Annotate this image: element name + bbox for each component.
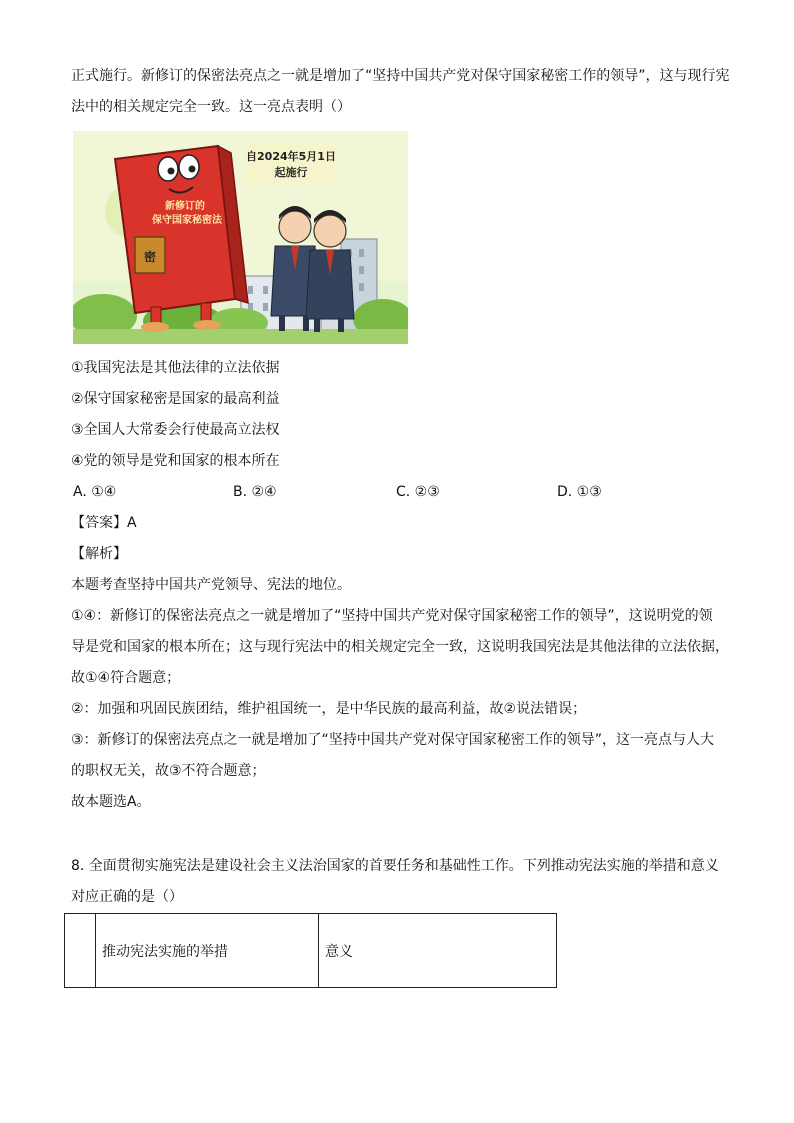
table-header-significance: 意义 — [319, 914, 557, 988]
small-book-char: 密 — [143, 250, 157, 264]
analysis-line-6: ③：新修订的保密法亮点之一就是增加了“坚持中国共产党对保守国家秘密工作的领导”，这一亮点与人大 — [71, 732, 715, 748]
book-title-2: 保守国家秘密法 — [152, 215, 222, 226]
book-title-1: 新修订的 — [165, 201, 205, 212]
table-header-measures: 推动宪法实施的举措 — [96, 914, 319, 988]
analysis-line-1: 本题考查坚持中国共产党领导、宪法的地位。 — [71, 577, 351, 593]
banner-effective: 起施行 — [274, 166, 308, 179]
q8-line-2: 对应正确的是（） — [71, 889, 183, 905]
table-row — [65, 914, 557, 988]
statement-4: ④党的领导是党和国家的根本所在 — [71, 453, 280, 469]
analysis-line-7: 的职权无关，故③不符合题意； — [71, 763, 266, 779]
banner-date: 自2024年5月1日 — [246, 150, 336, 163]
analysis-line-8: 故本题选A。 — [71, 794, 151, 810]
analysis-line-3: 导是党和国家的根本所在；这与现行宪法中的相关规定完全一致，这说明我国宪法是其他法律的立法依据， — [71, 639, 729, 655]
intro-line-1: 正式施行。新修订的保密法亮点之一就是增加了“坚持中国共产党对保守国家秘密工作的领导”，这与现行宪 — [71, 68, 730, 84]
option-c: C. ②③ — [396, 484, 440, 500]
table-cell-blank — [65, 914, 96, 988]
analysis-label: 【解析】 — [71, 546, 127, 562]
q8-line-1: 8. 全面贯彻实施宪法是建设社会主义法治国家的首要任务和基础性工作。下列推动宪法实施的举措和意义 — [71, 858, 719, 874]
intro-line-2: 法中的相关规定完全一致。这一亮点表明（） — [71, 99, 351, 115]
statement-3: ③全国人大常委会行使最高立法权 — [71, 422, 280, 438]
option-d: D. ①③ — [557, 484, 602, 500]
statement-2: ②保守国家秘密是国家的最高利益 — [71, 391, 280, 407]
analysis-line-4: 故①④符合题意； — [71, 670, 181, 686]
analysis-line-5: ②：加强和巩固民族团结，维护祖国统一，是中华民族的最高利益，故②说法错误； — [71, 701, 587, 717]
option-b: B. ②④ — [233, 484, 277, 500]
option-a: A. ①④ — [73, 484, 117, 500]
analysis-line-2: ①④：新修订的保密法亮点之一就是增加了“坚持中国共产党对保守国家秘密工作的领导”，这说明党的领 — [71, 608, 713, 624]
statement-1: ①我国宪法是其他法律的立法依据 — [71, 360, 280, 376]
answer-line: 【答案】A — [71, 515, 137, 531]
q8-table — [64, 913, 557, 988]
law-illustration — [73, 131, 408, 344]
